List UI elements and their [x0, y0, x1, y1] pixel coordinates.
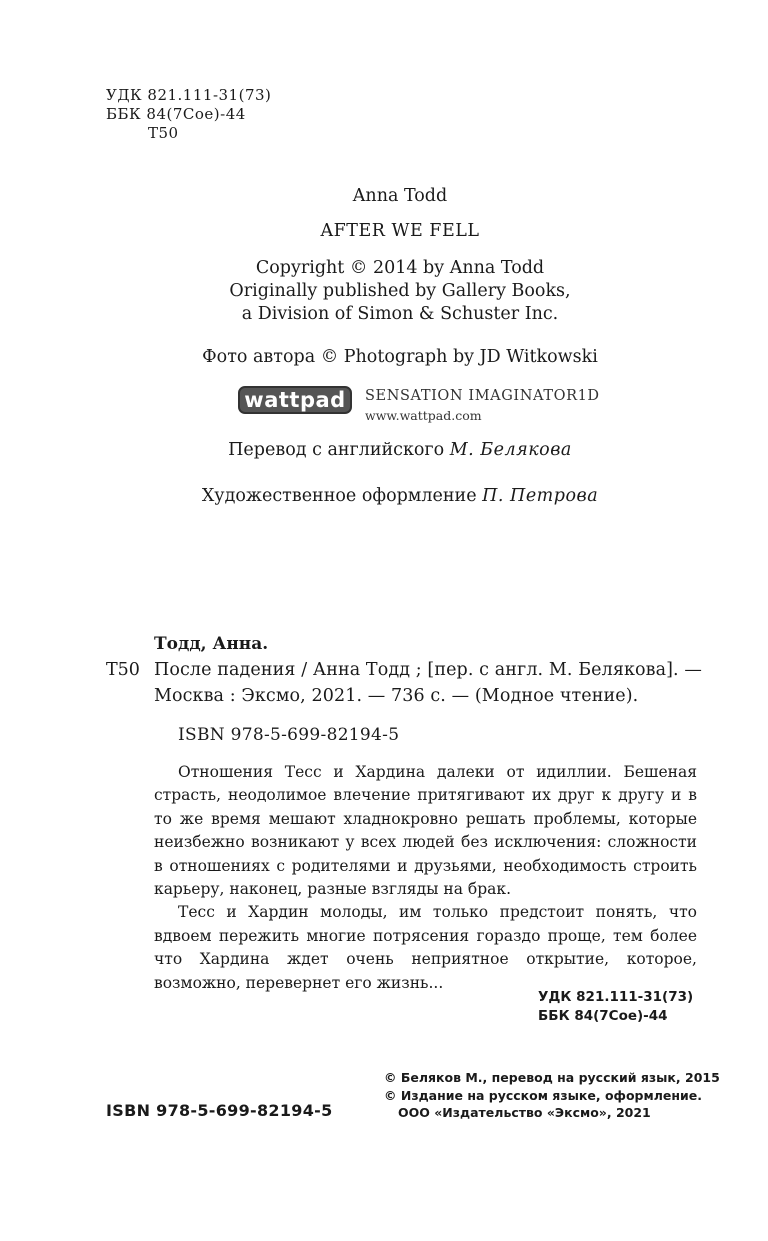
copyright-note: ООО «Издательство «Эксмо», 2021 [398, 1105, 651, 1120]
udk-code: УДК 821.111-31(73) [106, 86, 272, 104]
translator-prefix: Перевод с английского [228, 440, 445, 460]
copyright-line: Originally published by Gallery Books, [229, 281, 571, 301]
catalog-description-line: После падения / Анна Тодд ; [пер. с англ. М. Белякова]. — [154, 660, 702, 680]
catalog-isbn: ISBN 978-5-699-82194-5 [178, 725, 400, 745]
copyright-note: © Издание на русском языке, оформление. [384, 1087, 702, 1103]
translator-credit [0, 440, 768, 460]
illustrator-credit [0, 486, 768, 506]
copyright-notes [384, 1069, 720, 1122]
copyright-line: a Division of Simon & Schuster Inc. [241, 304, 559, 324]
udk-code: УДК 821.111-31(73) [538, 989, 694, 1005]
wattpad-logo: wattpad [238, 386, 352, 414]
photo-credit: Фото автора © Photograph by JD Witkowski [202, 347, 598, 367]
annotation-paragraph: Тесс и Хардин молоды, им только предстоит понять, что вдвоем пережить многие потрясения гораздо проще, тем более что Хардина ждет очень неприятное открытие, которое, возможно, перевернет его жизнь... [154, 903, 697, 992]
illustrator-prefix: Художественное оформление [201, 486, 477, 506]
catalog-author-heading: Тодд, Анна. [154, 634, 269, 654]
copyright-line: Copyright © 2014 by Anna Todd [255, 258, 545, 278]
translator-name: М. Белякова [449, 440, 572, 460]
catalog-cutter-code: Т50 [106, 660, 140, 680]
catalog-description-line: Москва : Эксмо, 2021. — 736 с. — (Модное чтение). [154, 686, 639, 706]
classification-codes-bottom [538, 988, 693, 1026]
illustrator-name: П. Петрова [482, 486, 599, 506]
original-title: AFTER WE FELL [320, 221, 480, 241]
author-cutter-code: Т50 [148, 124, 179, 142]
classification-codes-top [106, 86, 271, 143]
wattpad-url: www.wattpad.com [365, 408, 482, 423]
original-author: Anna Todd [352, 186, 448, 206]
book-annotation [154, 761, 697, 995]
copyright-block [0, 257, 768, 326]
annotation-paragraph: Отношения Тесс и Хардина далеки от идиллии. Бешеная страсть, неодолимое влечение притягивают их друг к другу и в то же время мешают хладнокровно решать проблемы, которые неизбежно возникают у всех людей без исключения: сложности в отношениях с родителями и друзьями, необходимость строить карьеру, наконец, разные взгляды на брак. [154, 763, 697, 899]
copyright-note: © Беляков М., перевод на русский язык, 2015 [384, 1070, 720, 1085]
isbn-bottom: ISBN 978-5-699-82194-5 [106, 1101, 333, 1120]
bbk-code: ББК 84(7Сое)-44 [538, 1008, 668, 1024]
wattpad-username: SENSATION IMAGINATOR1D [365, 388, 600, 404]
bbk-code: ББК 84(7Сое)-44 [106, 105, 246, 123]
